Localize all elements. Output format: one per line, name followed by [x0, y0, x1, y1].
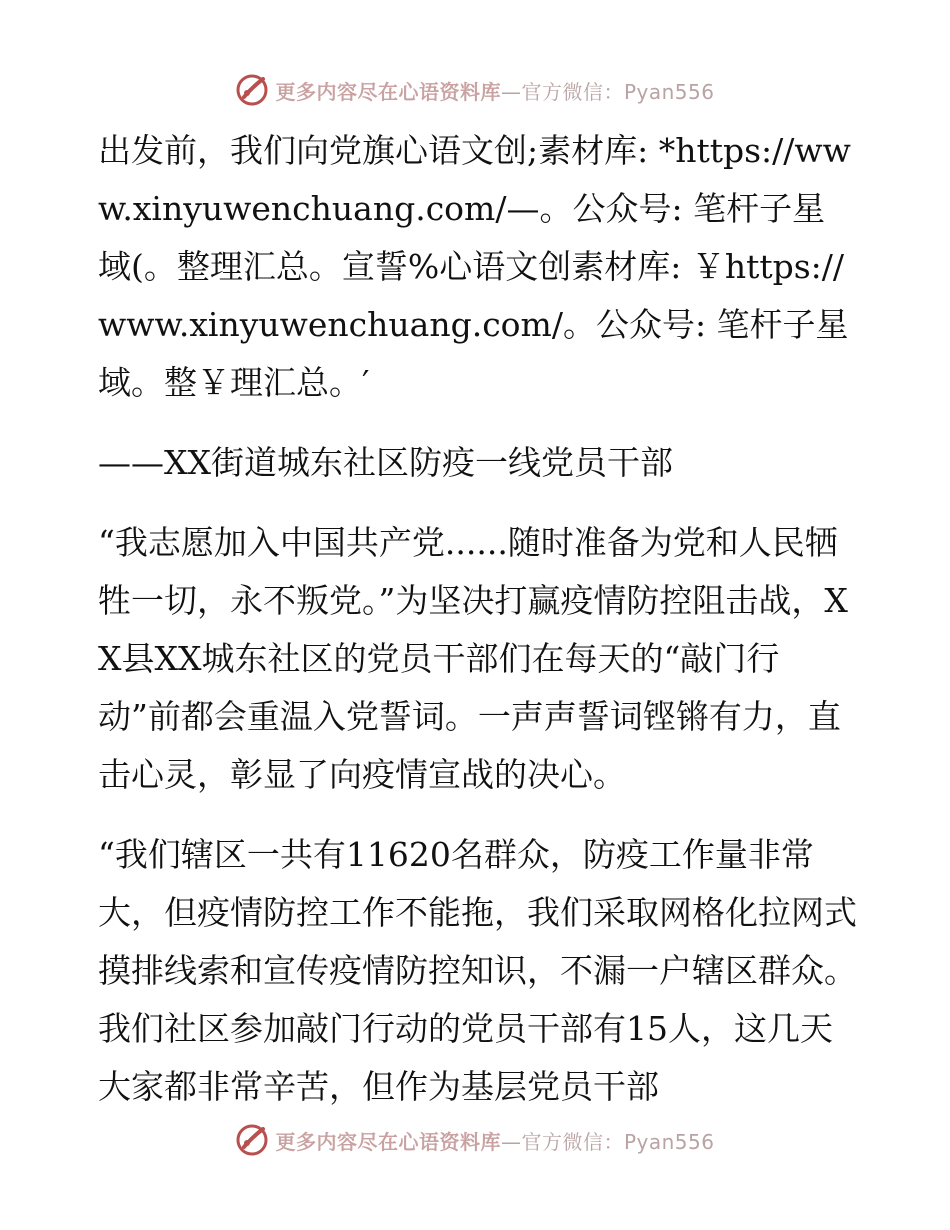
- brush-logo-icon: [235, 1123, 269, 1157]
- banner-text-light: —官方微信：Pyan556: [500, 79, 715, 104]
- document-body: [98, 122, 858, 1116]
- footer-watermark-text: [275, 1126, 714, 1155]
- header-watermark-text: [275, 76, 714, 105]
- banner-text-bold: 更多内容尽在心语资料库: [275, 1129, 501, 1154]
- banner-text-bold: 更多内容尽在心语资料库: [275, 79, 501, 104]
- header-watermark-banner: [0, 70, 950, 110]
- paragraph-byline: ——XX街道城东社区防疫一线党员干部: [98, 443, 673, 482]
- banner-text-light: —官方微信：Pyan556: [500, 1129, 715, 1154]
- brush-logo-icon: [235, 73, 269, 107]
- paragraph-oath: “我志愿加入中国共产党......随时准备为党和人民牺牲一切，永不叛党。”为坚决打赢疫情防控阻击战，XX县XX城东社区的党员干部们在每天的“敲门行动”前都会重温入党誓词。一声声誓词铿锵有力，直击心灵，彰显了向疫情宣战的决心。: [98, 523, 848, 794]
- footer-watermark-banner: [0, 1120, 950, 1160]
- paragraph-quote: “我们辖区一共有11620名群众，防疫工作量非常大，但疫情防控工作不能拖，我们采取网格化拉网式摸排线索和宣传疫情防控知识，不漏一户辖区群众。我们社区参加敲门行动的党员干部有15人，这几天大家都非常辛苦，但作为基层党员干部: [98, 835, 857, 1106]
- paragraph-intro: 出发前，我们向党旗心语文创;素材库: *https://www.xinyuwenchuang.com/—。公众号: 笔杆子星域(。整理汇总。宣誓%心语文创素材库: ￥https://www.xinyuwenchuang.com/。公众号: 笔杆子星域。整￥理汇总。′: [98, 131, 851, 402]
